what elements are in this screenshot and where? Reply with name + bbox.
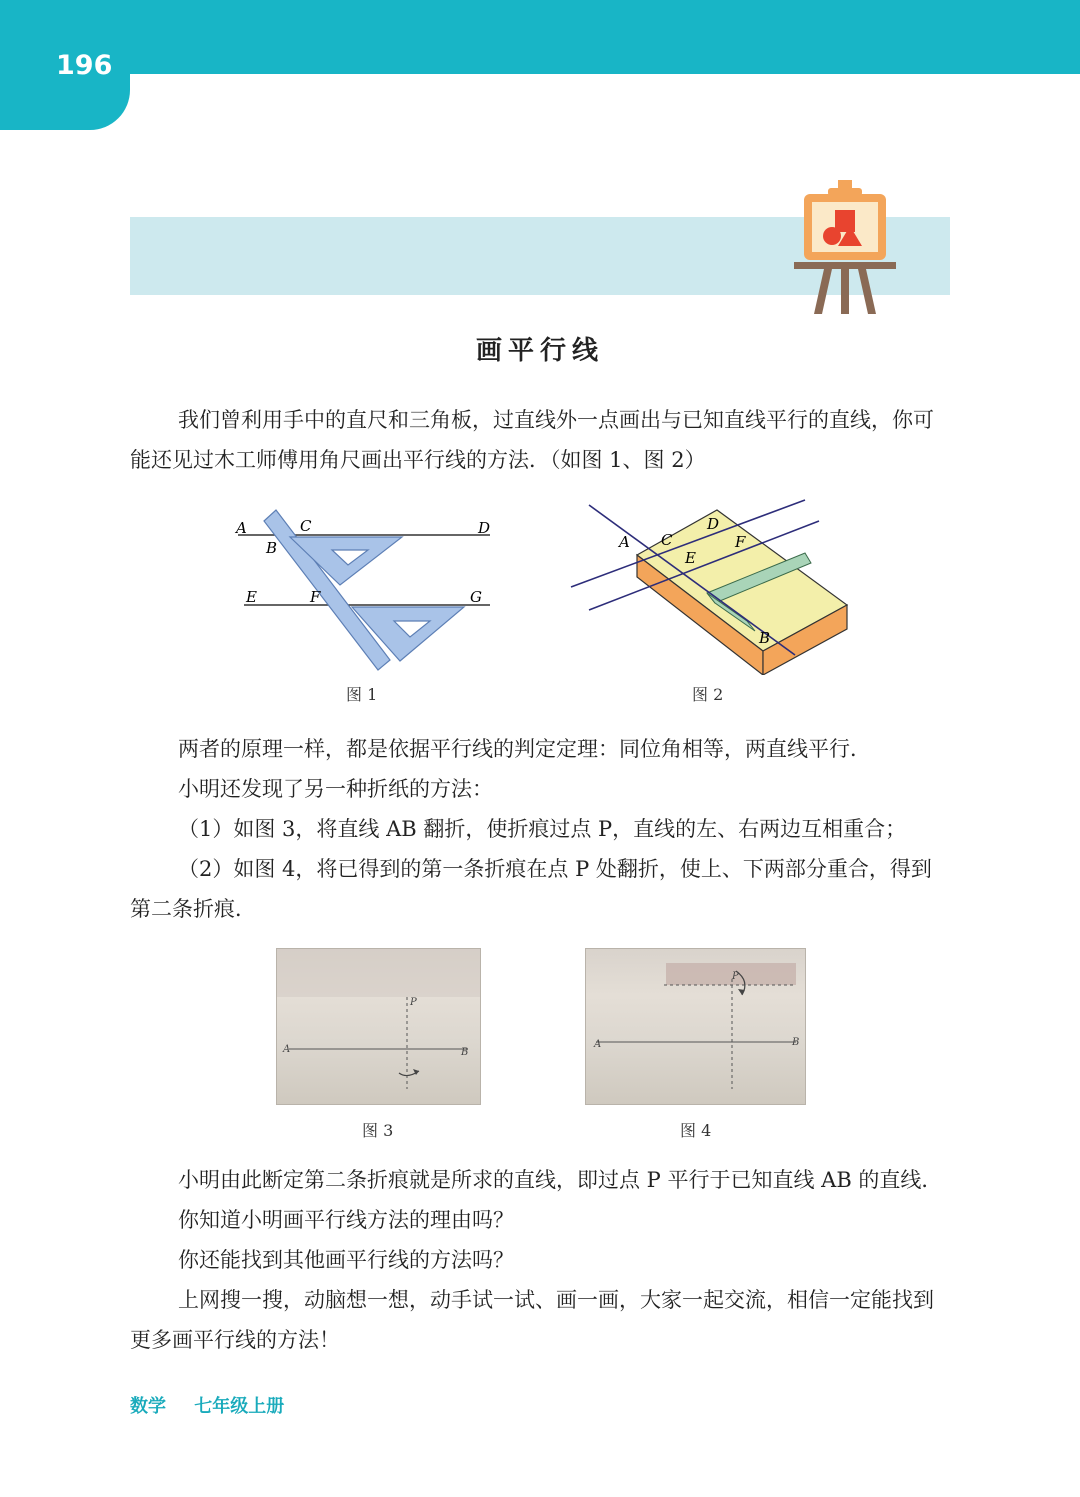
label-a: A xyxy=(594,1039,602,1050)
section-title: 画平行线 xyxy=(475,336,604,366)
label-g: G xyxy=(470,588,482,606)
figure-4-caption: 图 4 xyxy=(680,1121,712,1140)
label-p: P xyxy=(410,997,417,1008)
header-band xyxy=(0,0,1080,74)
paragraph-question-2: 你还能找到其他画平行线的方法吗？ xyxy=(178,1248,514,1272)
paragraph-intro: 我们曾利用手中的直尺和三角板，过直线外一点画出与已知直线平行的直线，你可能还见过木工师傅用角尺画出平行线的方法．（如图 1、图 2） xyxy=(130,408,934,472)
paragraph-encourage: 上网搜一搜，动脑想一想，动手试一试、画一画，大家一起交流，相信一定能找到更多画平行线的方法！ xyxy=(130,1288,934,1352)
label-b: B xyxy=(266,539,278,557)
step-1: （1）如图 3，将直线 AB 翻折，使折痕过点 P，直线的左、右两边互相重合； xyxy=(178,817,907,841)
label-a: A xyxy=(283,1044,291,1055)
label-b: B xyxy=(759,629,771,647)
figure-3-photo xyxy=(276,948,481,1105)
label-d: D xyxy=(478,519,491,537)
label-a: A xyxy=(236,519,247,537)
label-f: F xyxy=(735,533,746,551)
step-2: （2）如图 4，将已得到的第一条折痕在点 P 处翻折，使上、下两部分重合，得到第二条折痕． xyxy=(130,857,932,921)
label-e: E xyxy=(246,588,257,606)
figure-4-photo xyxy=(585,948,806,1105)
label-b: B xyxy=(792,1037,800,1048)
figure-1-caption: 图 1 xyxy=(346,685,378,704)
page-number: 196 xyxy=(56,50,113,81)
label-a: A xyxy=(619,533,630,551)
label-c: C xyxy=(300,517,312,535)
label-b: B xyxy=(461,1047,469,1058)
footer-subject: 数学 xyxy=(130,1396,166,1417)
label-e: E xyxy=(685,549,696,567)
easel-icon xyxy=(790,178,900,318)
label-f: F xyxy=(310,588,321,606)
paragraph-method: 小明还发现了另一种折纸的方法： xyxy=(178,777,493,801)
label-d: D xyxy=(707,515,720,533)
paragraph-question-1: 你知道小明画平行线方法的理由吗？ xyxy=(178,1208,514,1232)
paragraph-principle: 两者的原理一样，都是依据平行线的判定定理：同位角相等，两直线平行． xyxy=(178,737,871,761)
label-c: C xyxy=(661,531,673,549)
footer-grade: 七年级上册 xyxy=(194,1396,285,1417)
figure-1 xyxy=(228,505,498,675)
figure-3-caption: 图 3 xyxy=(362,1121,394,1140)
paragraph-conclusion: 小明由此断定第二条折痕就是所求的直线，即过点 P 平行于已知直线 AB 的直线． xyxy=(178,1168,943,1192)
figure-2 xyxy=(565,495,855,675)
ruler xyxy=(264,510,390,670)
footer xyxy=(130,1392,306,1418)
label-p: P xyxy=(732,971,739,982)
figure-2-caption: 图 2 xyxy=(692,685,724,704)
